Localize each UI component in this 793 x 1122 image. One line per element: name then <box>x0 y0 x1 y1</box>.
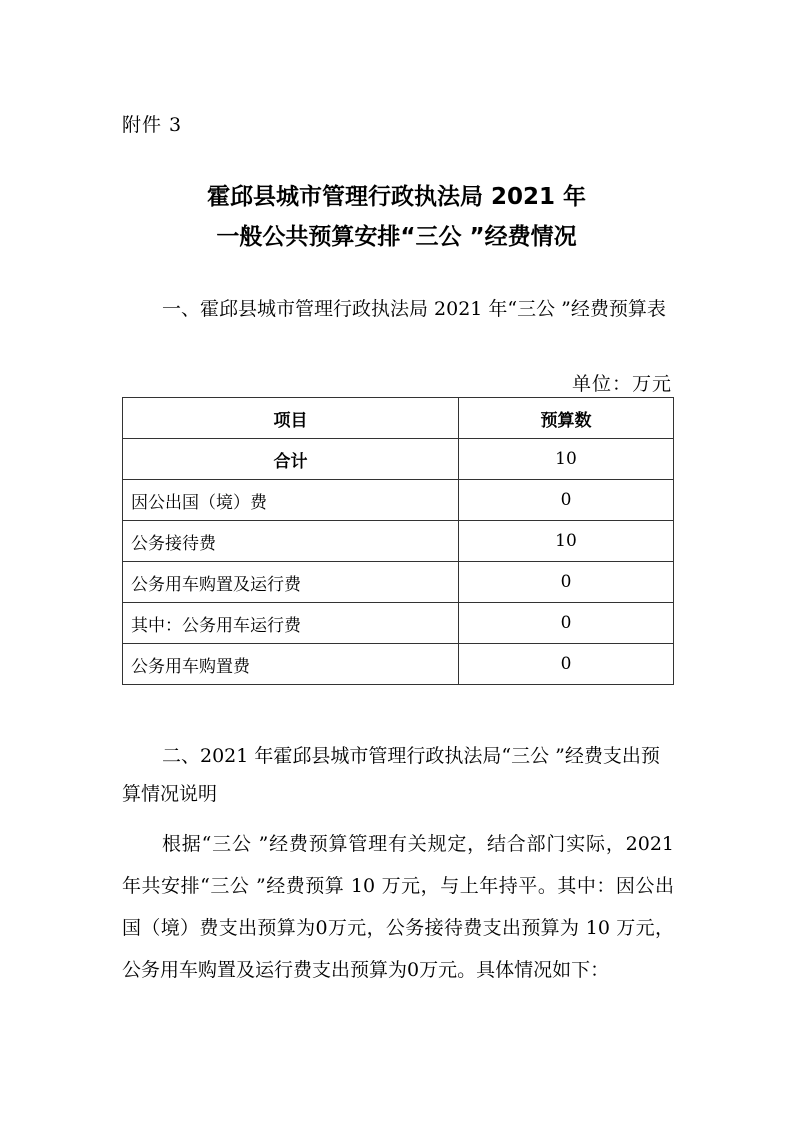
document-title-line-1: 霍邱县城市管理行政执法局 2021 年 <box>206 184 587 210</box>
table-row <box>123 480 674 521</box>
table-row-total <box>123 439 674 480</box>
unit-label: 单位：万元 <box>571 373 672 395</box>
row-amount: 0 <box>459 562 674 603</box>
header-item: 项目 <box>123 398 459 439</box>
attachment-label: 附件 3 <box>122 114 183 136</box>
header-amount: 预算数 <box>459 398 674 439</box>
row-item: 因公出国（境）费 <box>123 480 459 521</box>
document-title-line-2: 一般公共预算安排“三公 ”经费情况 <box>216 224 577 250</box>
table-header-row <box>123 398 674 439</box>
table-row <box>123 521 674 562</box>
row-amount: 0 <box>459 480 674 521</box>
row-item: 其中：公务用车运行费 <box>123 603 459 644</box>
section-2-heading: 二、2021 年霍邱县城市管理行政执法局“三公 ”经费支出预算情况说明 <box>122 745 660 805</box>
row-amount: 10 <box>459 521 674 562</box>
row-amount: 0 <box>459 644 674 685</box>
row-amount: 0 <box>459 603 674 644</box>
table-row <box>123 603 674 644</box>
row-item: 公务用车购置及运行费 <box>123 562 459 603</box>
section-1-heading: 一、霍邱县城市管理行政执法局 2021 年“三公 ”经费预算表 <box>162 298 666 320</box>
row-item: 公务用车购置费 <box>123 644 459 685</box>
table-row <box>123 562 674 603</box>
table-row <box>123 644 674 685</box>
section-2-body: 根据“三公 ”经费预算管理有关规定，结合部门实际，2021 年共安排“三公 ”经费预算 10 万元，与上年持平。其中：因公出国（境）费支出预算为0万元，公务接待费支出预算为 10 万元，公务用车购置及运行费支出预算为0万元。具体情况如下： <box>122 833 674 981</box>
row-item: 合计 <box>123 439 459 480</box>
row-amount: 10 <box>459 439 674 480</box>
budget-table <box>122 397 674 685</box>
row-item: 公务接待费 <box>123 521 459 562</box>
